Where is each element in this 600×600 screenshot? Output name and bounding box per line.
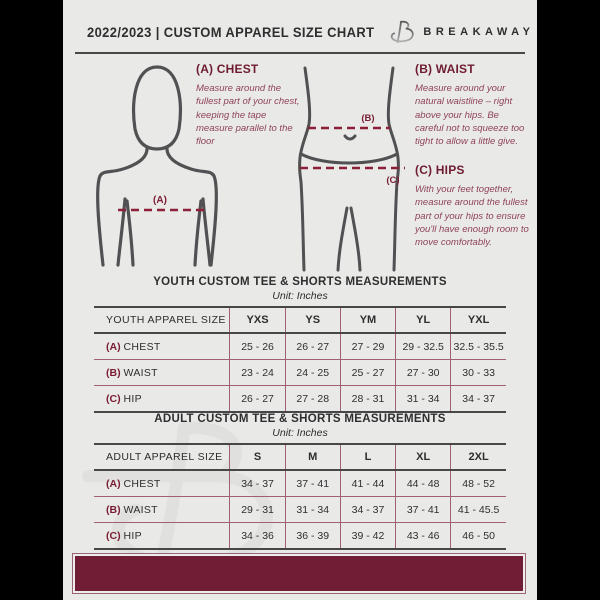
cell: 34 - 37 bbox=[230, 470, 285, 497]
adult-col-l: L bbox=[340, 444, 395, 470]
cell: 46 - 50 bbox=[451, 523, 506, 550]
adult-col-m: M bbox=[285, 444, 340, 470]
row-prefix: (B) bbox=[106, 366, 121, 379]
adult-col-size-label: ADULT APPAREL SIZE bbox=[94, 444, 230, 470]
page-title: 2022/2023 | CUSTOM APPAREL SIZE CHART bbox=[87, 24, 375, 40]
cell: 34 - 37 bbox=[451, 386, 506, 413]
header bbox=[87, 18, 535, 46]
cell: 41 - 44 bbox=[340, 470, 395, 497]
header-divider bbox=[75, 52, 525, 54]
cell: 39 - 42 bbox=[340, 523, 395, 550]
waist-guide-heading: (B) WAIST bbox=[415, 62, 475, 76]
row-label: (A) CHEST bbox=[106, 340, 161, 353]
cell: 31 - 34 bbox=[285, 497, 340, 523]
brand bbox=[386, 19, 534, 45]
row-label: (B) WAIST bbox=[94, 497, 230, 523]
waist-guide-text: Measure around your natural waistline – right above your hips. Be careful not to squeeze too tight to allow a little give. bbox=[415, 83, 525, 148]
youth-col-yl: YL bbox=[396, 307, 451, 333]
row-label: (A) CHEST bbox=[106, 477, 161, 490]
cell: 44 - 48 bbox=[396, 470, 451, 497]
cell: 25 - 27 bbox=[340, 360, 395, 386]
row-prefix: (C) bbox=[106, 529, 121, 542]
cell: 30 - 33 bbox=[451, 360, 506, 386]
adult-chest-row bbox=[94, 470, 506, 497]
youth-col-size-label: YOUTH APPAREL SIZE bbox=[94, 307, 230, 333]
adult-col-s: S bbox=[230, 444, 285, 470]
youth-col-yxs: YXS bbox=[230, 307, 285, 333]
adult-table-title: ADULT CUSTOM TEE & SHORTS MEASUREMENTS bbox=[154, 413, 446, 425]
adult-unit-label: Unit: Inches bbox=[272, 427, 328, 439]
cell: 41 - 45.5 bbox=[451, 497, 506, 523]
lower-body-figure bbox=[288, 62, 408, 272]
adult-col-xl: XL bbox=[396, 444, 451, 470]
cell: 27 - 28 bbox=[285, 386, 340, 413]
cell: 26 - 27 bbox=[230, 386, 285, 413]
size-chart-page bbox=[63, 0, 537, 600]
youth-col-yxl: YXL bbox=[451, 307, 506, 333]
youth-hip-row bbox=[94, 386, 506, 413]
chest-guide-text: Measure around the fullest part of your chest, keeping the tape measure parallel to the floor bbox=[196, 83, 300, 148]
adult-size-table bbox=[94, 443, 506, 550]
cell: 34 - 36 bbox=[230, 523, 285, 550]
youth-size-table bbox=[94, 306, 506, 413]
cell: 48 - 52 bbox=[451, 470, 506, 497]
cell: 26 - 27 bbox=[285, 333, 340, 360]
cell: 25 - 26 bbox=[230, 333, 285, 360]
cell: 29 - 32.5 bbox=[396, 333, 451, 360]
row-label: (B) WAIST bbox=[94, 360, 230, 386]
youth-section-header bbox=[63, 276, 537, 302]
cell: 23 - 24 bbox=[230, 360, 285, 386]
cell: 28 - 31 bbox=[340, 386, 395, 413]
adult-section-header bbox=[63, 413, 537, 439]
brand-name: BREAKAWAY bbox=[423, 26, 535, 38]
youth-col-ym: YM bbox=[340, 307, 395, 333]
cell: 24 - 25 bbox=[285, 360, 340, 386]
youth-header-row bbox=[94, 307, 506, 333]
cell: 36 - 39 bbox=[285, 523, 340, 550]
row-prefix: (A) bbox=[106, 477, 121, 490]
chest-marker-label: (A) bbox=[153, 195, 167, 206]
row-label: (C) HIP bbox=[94, 386, 230, 413]
youth-col-ys: YS bbox=[285, 307, 340, 333]
waist-guide bbox=[415, 62, 529, 148]
youth-table-title: YOUTH CUSTOM TEE & SHORTS MEASUREMENTS bbox=[153, 276, 447, 288]
hips-guide-heading: (C) HIPS bbox=[415, 163, 465, 177]
adult-header-row bbox=[94, 444, 506, 470]
hips-guide-text: With your feet together, measure around the fullest part of your hips to ensure you'll have enough room to move comfortably. bbox=[415, 184, 529, 249]
youth-unit-label: Unit: Inches bbox=[272, 290, 328, 302]
cell: 32.5 - 35.5 bbox=[451, 333, 506, 360]
cell: 29 - 31 bbox=[230, 497, 285, 523]
row-prefix: (A) bbox=[106, 340, 121, 353]
chest-guide bbox=[196, 62, 300, 148]
cell: 31 - 34 bbox=[396, 386, 451, 413]
row-prefix: (B) bbox=[106, 503, 121, 516]
cell: 37 - 41 bbox=[396, 497, 451, 523]
adult-waist-row bbox=[94, 497, 506, 523]
adult-hip-row bbox=[94, 523, 506, 550]
youth-waist-row bbox=[94, 360, 506, 386]
cell: 37 - 41 bbox=[285, 470, 340, 497]
cell: 43 - 46 bbox=[396, 523, 451, 550]
hips-guide bbox=[415, 163, 533, 249]
cell: 34 - 37 bbox=[340, 497, 395, 523]
youth-chest-row bbox=[94, 333, 506, 360]
breakaway-logo-icon bbox=[386, 19, 416, 45]
hips-marker-label: (C) bbox=[386, 175, 400, 186]
footer-bar bbox=[73, 554, 525, 593]
waist-marker-label: (B) bbox=[361, 113, 375, 124]
cell: 27 - 29 bbox=[340, 333, 395, 360]
cell: 27 - 30 bbox=[396, 360, 451, 386]
adult-col-2xl: 2XL bbox=[451, 444, 506, 470]
row-label: (C) HIP bbox=[94, 523, 230, 550]
chest-guide-heading: (A) CHEST bbox=[196, 62, 259, 76]
row-prefix: (C) bbox=[106, 392, 121, 405]
